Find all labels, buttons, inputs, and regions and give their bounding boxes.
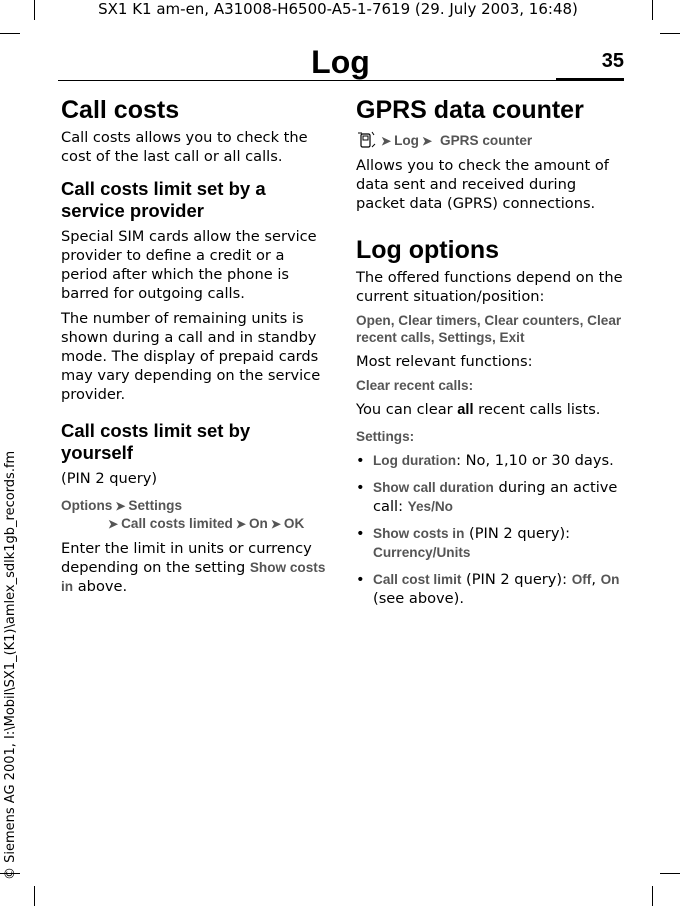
clear-recent-calls-label: Clear recent calls:: [356, 378, 474, 393]
path-gprs-counter: GPRS counter: [440, 133, 533, 148]
show-costs-in-value: Currency/Units: [373, 545, 471, 560]
crop-mark: [660, 33, 680, 34]
log-options-heading: Log options: [356, 236, 500, 264]
clear-recent-calls-body: [356, 400, 624, 420]
crop-mark: [652, 886, 653, 906]
right-column: [356, 95, 624, 616]
show-costs-in-term: Show costs in: [373, 526, 465, 541]
crop-mark: [660, 873, 680, 874]
call-cost-limit-term: Call cost limit: [373, 572, 462, 587]
arrow-right-icon: ➤: [421, 134, 433, 148]
crop-mark: [34, 0, 35, 20]
show-costs-in-text: (PIN 2 query):: [464, 525, 571, 542]
bullet: •: [356, 479, 365, 496]
copyright-side-text: © Siemens AG 2001, I:\Mobil\SX1_(K1)\amlex_sdlk1gb_records.fm: [3, 450, 18, 880]
pin-note: (PIN 2 query): [61, 470, 158, 487]
path-settings: Settings: [128, 498, 183, 513]
most-relevant-label: Most relevant functions:: [356, 353, 533, 370]
menu-path: [61, 497, 327, 533]
bullet: •: [356, 571, 365, 588]
gprs-heading: GPRS data counter: [356, 96, 584, 124]
log-options-list: Open, Clear timers, Clear counters, Clear recent calls, Settings, Exit: [356, 313, 622, 345]
phone-menu-icon: [356, 131, 376, 149]
page-number: 35: [601, 50, 624, 72]
own-limit-heading: Call costs limit set by yourself: [61, 420, 251, 463]
page-title: Log: [311, 44, 370, 80]
page-number-rule: [556, 78, 624, 81]
arrow-right-icon: ➤: [381, 134, 392, 148]
call-costs-heading: Call costs: [61, 96, 180, 124]
arrow-right-icon: ➤: [108, 517, 119, 531]
running-head: SX1 K1 am-en, A31008-H6500-A5-1-7619 (29. July 2003, 16:48): [98, 0, 578, 18]
list-item: [356, 451, 624, 470]
log-duration-text: : No, 1,10 or 30 days.: [456, 452, 614, 469]
settings-list: [356, 451, 624, 608]
header-rule: [58, 80, 624, 81]
show-costs-in-ref: Show costs in: [61, 560, 326, 594]
show-call-duration-value: Yes/No: [407, 499, 453, 514]
list-item: [356, 524, 624, 562]
left-column: [61, 95, 327, 602]
clear-prefix: You can clear: [356, 401, 458, 418]
arrow-right-icon: ➤: [235, 517, 246, 531]
gprs-menu-path: [356, 131, 624, 150]
path-options: Options: [61, 498, 113, 513]
call-cost-limit-tail: (see above).: [373, 590, 464, 607]
call-cost-limit-sep: ,: [591, 571, 601, 588]
crop-mark: [34, 886, 35, 906]
provider-limit-heading: Call costs limit set by a service provider: [61, 178, 266, 221]
own-limit-body-text: Enter the limit in units or currency depending on the setting: [61, 540, 312, 576]
gprs-body: Allows you to check the amount of data sent and received during packet data (GPRS) connections.: [356, 157, 609, 212]
clear-suffix: recent calls lists.: [473, 401, 601, 418]
crop-mark: [652, 0, 653, 20]
path-log: Log: [394, 133, 419, 148]
show-call-duration-text: during an active call:: [373, 479, 618, 515]
own-limit-body-suffix: above.: [73, 578, 128, 595]
call-cost-limit-off: Off: [571, 572, 592, 587]
show-call-duration-term: Show call duration: [373, 480, 494, 495]
call-costs-intro: Call costs allows you to check the cost of the last call or all calls.: [61, 129, 308, 165]
path-call-costs-limited: Call costs limited: [121, 516, 233, 531]
bullet: •: [356, 452, 365, 469]
own-limit-body: [61, 539, 327, 596]
path-on: On: [248, 516, 268, 531]
list-item: [356, 478, 624, 516]
arrow-right-icon: ➤: [270, 517, 281, 531]
path-ok: OK: [283, 516, 305, 531]
provider-limit-paragraph-1: Special SIM cards allow the service provider to define a credit or a period after which the phone is barred for outgoing calls.: [61, 228, 317, 302]
call-cost-limit-on: On: [600, 572, 620, 587]
clear-all-keyword: all: [457, 402, 474, 418]
log-options-intro: The offered functions depend on the current situation/position:: [356, 269, 623, 305]
crop-mark: [0, 33, 20, 34]
settings-label: Settings:: [356, 429, 415, 444]
call-cost-limit-text: (PIN 2 query):: [461, 571, 572, 588]
bullet: •: [356, 525, 365, 542]
list-item: [356, 570, 624, 608]
arrow-right-icon: ➤: [115, 499, 126, 513]
provider-limit-paragraph-2: The number of remaining units is shown during a call and in standby mode. The display of prepaid cards may vary depending on the service provider.: [61, 310, 321, 403]
log-duration-term: Log duration: [373, 453, 457, 468]
